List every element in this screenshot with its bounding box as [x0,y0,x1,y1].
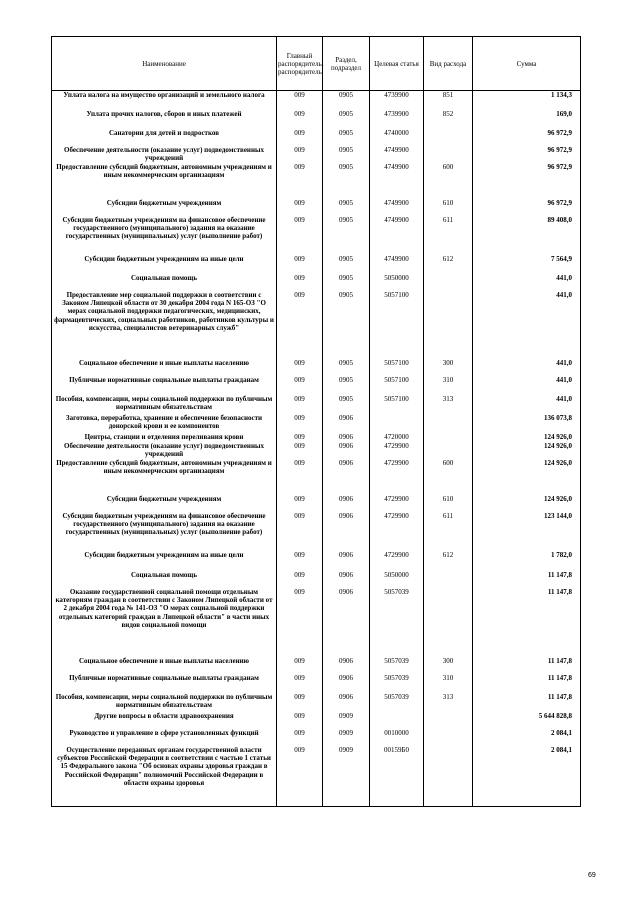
table-row [52,746,581,807]
table-row [52,110,581,129]
cell-target-article: 4729900 [370,495,424,512]
cell-target-article: 5057100 [370,291,424,359]
cell-name: Обеспечение деятельности (оказание услуг) подведомственных учреждений [52,442,277,459]
cell-amount: 124 926,0 [473,459,581,495]
cell-amount: 11 147,8 [473,674,581,693]
cell-manager: 009 [277,359,323,376]
cell-amount: 11 147,8 [473,693,581,712]
cell-expense-type [424,129,473,146]
cell-name: Предоставление субсидий бюджетным, автономным учреждениям и иным некоммерческим организациям [52,163,277,199]
cell-manager: 009 [277,199,323,216]
cell-name: Уплата налога на имущество организаций и земельного налога [52,91,277,110]
cell-section: 0906 [323,674,370,693]
table-row [52,376,581,395]
cell-section: 0905 [323,199,370,216]
cell-expense-type [424,746,473,807]
cell-section: 0905 [323,274,370,291]
cell-name: Субсидии бюджетным учреждениям на финансовое обеспечение государственного (муниципального) задания на оказание государственных (муниципальных) услуг (выполнение работ) [52,512,277,551]
cell-expense-type: 852 [424,110,473,129]
cell-amount: 96 972,9 [473,163,581,199]
table-row [52,255,581,274]
cell-section: 0909 [323,712,370,729]
table-row [52,359,581,376]
cell-target-article: 0010000 [370,729,424,746]
cell-expense-type [424,712,473,729]
cell-section: 0906 [323,512,370,551]
cell-expense-type: 600 [424,163,473,199]
cell-expense-type: 851 [424,91,473,110]
cell-target-article: 4749900 [370,146,424,163]
cell-target-article: 4729900 [370,459,424,495]
header-manager: Главный распорядитель, распорядитель [277,37,323,91]
cell-target-article: 4729900 [370,551,424,571]
cell-target-article: 5050000 [370,571,424,588]
cell-expense-type: 611 [424,216,473,255]
cell-manager: 009 [277,746,323,807]
cell-name: Субсидии бюджетным учреждениям на финансовое обеспечение государственного (муниципального) задания на оказание государственных (муниципальных) услуг (выполнение работ) [52,216,277,255]
table-row [52,512,581,551]
cell-amount: 441,0 [473,395,581,414]
cell-expense-type: 300 [424,657,473,674]
cell-name: Субсидии бюджетным учреждениям на иные цели [52,551,277,571]
cell-section: 0906 [323,495,370,512]
cell-manager: 009 [277,163,323,199]
cell-target-article: 5057100 [370,376,424,395]
cell-manager: 009 [277,216,323,255]
cell-target-article: 5057039 [370,588,424,657]
cell-target-article: 4749900 [370,163,424,199]
cell-name: Пособия, компенсации, меры социальной поддержки по публичным нормативным обязательствам [52,395,277,414]
cell-section: 0909 [323,746,370,807]
cell-expense-type [424,729,473,746]
cell-manager: 009 [277,433,323,442]
cell-amount: 123 144,0 [473,512,581,551]
cell-amount: 89 408,0 [473,216,581,255]
page-number: 69 [588,872,596,879]
cell-expense-type: 310 [424,376,473,395]
cell-target-article: 5057100 [370,395,424,414]
cell-target-article: 4729900 [370,512,424,551]
cell-section: 0906 [323,588,370,657]
cell-expense-type [424,274,473,291]
cell-amount: 11 147,8 [473,571,581,588]
cell-manager: 009 [277,693,323,712]
cell-manager: 009 [277,91,323,110]
cell-amount: 96 972,9 [473,129,581,146]
cell-name: Социальное обеспечение и иные выплаты населению [52,657,277,674]
cell-manager: 009 [277,551,323,571]
table-row [52,712,581,729]
header-amount: Сумма [473,37,581,91]
cell-manager: 009 [277,657,323,674]
table-row [52,414,581,433]
table-row [52,693,581,712]
header-name: Наименование [52,37,277,91]
cell-amount: 441,0 [473,274,581,291]
cell-manager: 009 [277,110,323,129]
cell-amount: 124 926,0 [473,495,581,512]
cell-section: 0905 [323,91,370,110]
cell-amount: 96 972,9 [473,146,581,163]
cell-target-article: 4740000 [370,129,424,146]
cell-expense-type: 610 [424,199,473,216]
cell-expense-type: 310 [424,674,473,693]
cell-manager: 009 [277,729,323,746]
cell-name: Предоставление субсидий бюджетным, автономным учреждениям и иным некоммерческим организациям [52,459,277,495]
table-row [52,495,581,512]
cell-amount: 441,0 [473,359,581,376]
header-expense-type: Вид расхода [424,37,473,91]
cell-amount: 2 084,1 [473,746,581,807]
cell-expense-type [424,146,473,163]
cell-target-article: 5057039 [370,693,424,712]
cell-name: Уплата прочих налогов, сборов и иных платежей [52,110,277,129]
cell-section: 0906 [323,693,370,712]
cell-section: 0905 [323,129,370,146]
cell-section: 0905 [323,146,370,163]
cell-name: Субсидии бюджетным учреждениям на иные цели [52,255,277,274]
cell-section: 0906 [323,442,370,459]
cell-target-article: 4720000 [370,433,424,442]
table-row [52,657,581,674]
cell-section: 0905 [323,395,370,414]
cell-expense-type: 612 [424,551,473,571]
cell-section: 0905 [323,163,370,199]
cell-target-article: 4729900 [370,442,424,459]
cell-manager: 009 [277,512,323,551]
cell-manager: 009 [277,395,323,414]
cell-name: Другие вопросы в области здравоохранения [52,712,277,729]
cell-target-article [370,712,424,729]
cell-name: Обеспечение деятельности (оказание услуг) подведомственных учреждений [52,146,277,163]
cell-section: 0906 [323,433,370,442]
cell-manager: 009 [277,274,323,291]
cell-target-article: 00159Б0 [370,746,424,807]
cell-target-article: 5057039 [370,674,424,693]
table-row [52,129,581,146]
cell-target-article: 4749900 [370,255,424,274]
cell-expense-type [424,414,473,433]
cell-amount: 1 782,0 [473,551,581,571]
cell-section: 0905 [323,110,370,129]
table-row [52,674,581,693]
table-row [52,163,581,199]
cell-section: 0906 [323,571,370,588]
cell-amount: 11 147,8 [473,588,581,657]
cell-manager: 009 [277,674,323,693]
table-row [52,216,581,255]
cell-manager: 009 [277,376,323,395]
cell-target-article: 4739900 [370,91,424,110]
cell-manager: 009 [277,442,323,459]
budget-table [51,36,581,807]
table-header-row [52,37,581,91]
table-row [52,199,581,216]
cell-section: 0909 [323,729,370,746]
cell-amount: 2 084,1 [473,729,581,746]
cell-target-article: 4749900 [370,216,424,255]
cell-manager: 009 [277,291,323,359]
cell-name: Санатории для детей и подростков [52,129,277,146]
table-row [52,571,581,588]
cell-manager: 009 [277,495,323,512]
table-row [52,274,581,291]
cell-name: Руководство и управление в сфере установленных функций [52,729,277,746]
cell-amount: 1 134,3 [473,91,581,110]
table-row [52,146,581,163]
cell-expense-type [424,442,473,459]
cell-expense-type [424,588,473,657]
table-body [52,91,581,807]
cell-manager: 009 [277,588,323,657]
cell-section: 0905 [323,376,370,395]
cell-name: Публичные нормативные социальные выплаты гражданам [52,674,277,693]
cell-section: 0905 [323,255,370,274]
cell-amount: 7 564,9 [473,255,581,274]
cell-name: Социальное обеспечение и иные выплаты населению [52,359,277,376]
cell-expense-type: 611 [424,512,473,551]
cell-target-article: 5057100 [370,359,424,376]
cell-target-article: 4749900 [370,199,424,216]
cell-target-article [370,414,424,433]
cell-section: 0905 [323,291,370,359]
table-row [52,291,581,359]
cell-name: Заготовка, переработка, хранение и обеспечение безопасности донорской крови и ее компонентов [52,414,277,433]
cell-amount: 96 972,9 [473,199,581,216]
cell-section: 0906 [323,459,370,495]
cell-manager: 009 [277,255,323,274]
table-row [52,395,581,414]
cell-amount: 124 926,0 [473,433,581,442]
cell-section: 0905 [323,216,370,255]
cell-expense-type [424,571,473,588]
cell-manager: 009 [277,146,323,163]
cell-name: Пособия, компенсации, меры социальной поддержки по публичным нормативным обязательствам [52,693,277,712]
cell-expense-type: 313 [424,395,473,414]
cell-amount: 124 926,0 [473,442,581,459]
cell-section: 0906 [323,657,370,674]
cell-expense-type: 612 [424,255,473,274]
header-target-article: Целевая статья [370,37,424,91]
cell-name: Субсидии бюджетным учреждениям [52,199,277,216]
cell-target-article: 4739900 [370,110,424,129]
cell-manager: 009 [277,712,323,729]
table-row [52,433,581,442]
cell-name: Социальная помощь [52,571,277,588]
cell-amount: 441,0 [473,291,581,359]
table-row [52,442,581,459]
cell-amount: 136 073,8 [473,414,581,433]
table-row [52,551,581,571]
cell-target-article: 5050000 [370,274,424,291]
cell-expense-type [424,433,473,442]
cell-name: Публичные нормативные социальные выплаты гражданам [52,376,277,395]
cell-manager: 009 [277,459,323,495]
cell-expense-type: 610 [424,495,473,512]
cell-expense-type: 300 [424,359,473,376]
cell-expense-type: 313 [424,693,473,712]
cell-target-article: 5057039 [370,657,424,674]
table-row [52,91,581,110]
cell-name: Центры, станции и отделения переливания крови [52,433,277,442]
table-row [52,459,581,495]
cell-manager: 009 [277,571,323,588]
cell-name: Осуществление переданных органам государственной власти субъектов Российской Федерации в соответствии с частью 1 статьи 15 Федерального закона "Об основах охраны здоровья граждан в Российской Федерации" полномочий Российской Федерации в области охраны здоровья [52,746,277,807]
cell-amount: 11 147,8 [473,657,581,674]
cell-amount: 5 644 828,8 [473,712,581,729]
table-row [52,588,581,657]
cell-expense-type: 600 [424,459,473,495]
cell-section: 0905 [323,359,370,376]
cell-amount: 169,0 [473,110,581,129]
cell-name: Предоставление мер социальной поддержки в соответствии с Законом Липецкой области от 30 декабря 2004 года N 165-ОЗ "О мерах социальной поддержки педагогических, медицинских, фармацевтических, социальных работников, работников культуры и искусства, специалистов ветеринарных служб" [52,291,277,359]
cell-amount: 441,0 [473,376,581,395]
table-row [52,729,581,746]
cell-expense-type [424,291,473,359]
cell-name: Оказание государственной социальной помощи отдельным категориям граждан в соответствии с Законом Липецкой области от 2 декабря 2004 года № 141-ОЗ "О мерах социальной поддержки отдельных категорий граждан в Липецкой области" в части иных видов социальной помощи [52,588,277,657]
cell-name: Субсидии бюджетным учреждениям [52,495,277,512]
cell-manager: 009 [277,129,323,146]
header-section: Раздел, подраздел [323,37,370,91]
cell-name: Социальная помощь [52,274,277,291]
cell-section: 0906 [323,551,370,571]
cell-section: 0906 [323,414,370,433]
cell-manager: 009 [277,414,323,433]
